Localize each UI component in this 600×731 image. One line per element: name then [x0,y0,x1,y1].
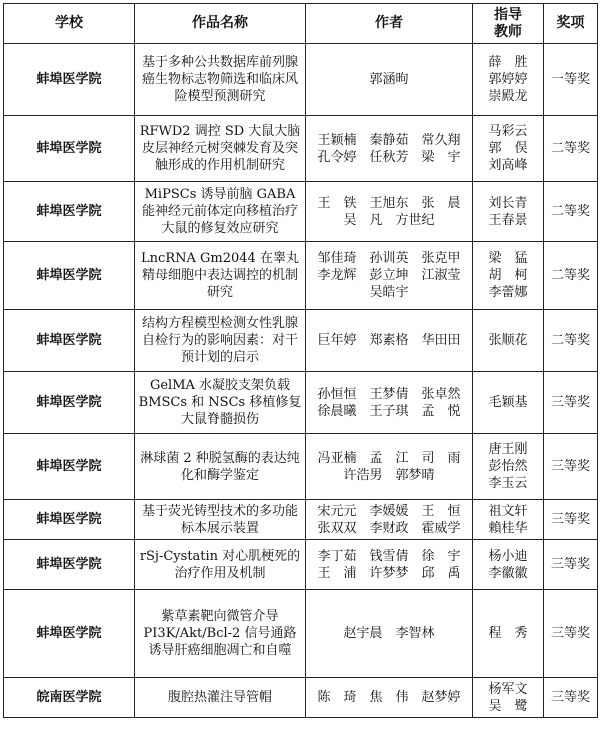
school-cell: 蚌埠医学院 [4,540,135,590]
advisors-cell: 杨小迪 李徽徽 [473,540,544,590]
table-row [4,242,598,310]
advisors-cell: 祖文轩 賴桂华 [473,500,544,540]
title-cell: 紫草素靶向微管介导PI3K/Akt/Bcl-2 信号通路诱导肝癌细胞凋亡和自噬 [135,590,306,678]
advisors-cell: 程 秀 [473,590,544,678]
school-cell: 蚌埠医学院 [4,434,135,500]
authors-cell: 郭涵昫 [306,44,473,116]
authors-cell: 巨年婷 郑素格 华田田 [306,310,473,372]
authors-cell: 李丁茹 钱雪倩 徐 宇 王 浦 许梦梦 邱 禹 [306,540,473,590]
header-row [4,4,598,44]
advisors-cell: 梁 猛 胡 柯 李蕾娜 [473,242,544,310]
school-cell: 蚌埠医学院 [4,500,135,540]
table-row [4,500,598,540]
award-cell: 三等奖 [544,372,598,434]
table-row [4,590,598,678]
school-cell: 蚌埠医学院 [4,372,135,434]
school-cell: 蚌埠医学院 [4,44,135,116]
authors-cell: 陈 琦 焦 伟 赵梦婷 [306,678,473,718]
header-school: 学校 [4,4,135,44]
table-row [4,540,598,590]
title-cell: GelMA 水凝胶支架负载 BMSCs 和 NSCs 移植修复大鼠脊髓损伤 [135,372,306,434]
advisors-cell: 唐王刚 彭怡然 李玉云 [473,434,544,500]
authors-cell: 孙恒恒 王梦倩 张卓然 徐晨曦 王子琪 孟 悦 [306,372,473,434]
table-row [4,372,598,434]
award-cell: 三等奖 [544,540,598,590]
table-row [4,182,598,242]
authors-cell: 冯亚楠 孟 江 司 雨 许浩男 郭梦晴 [306,434,473,500]
title-cell: MiPSCs 诱导前脑 GABA 能神经元前体定向移植治疗大鼠的修复效应研究 [135,182,306,242]
school-cell: 蚌埠医学院 [4,116,135,182]
title-cell: 腹腔热灌注导管帽 [135,678,306,718]
title-cell: 基于荧光铸型技术的多功能标本展示装置 [135,500,306,540]
award-cell: 三等奖 [544,500,598,540]
advisors-cell: 张顺花 [473,310,544,372]
advisors-cell: 薛 胜 郭婷婷 崇殿龙 [473,44,544,116]
award-cell: 二等奖 [544,242,598,310]
title-cell: rSj-Cystatin 对心肌梗死的治疗作用及机制 [135,540,306,590]
school-cell: 蚌埠医学院 [4,242,135,310]
school-cell: 蚌埠医学院 [4,182,135,242]
table-row [4,116,598,182]
award-cell: 二等奖 [544,116,598,182]
table-row [4,310,598,372]
award-cell: 三等奖 [544,590,598,678]
award-cell: 三等奖 [544,678,598,718]
advisors-cell: 毛颖基 [473,372,544,434]
award-cell: 二等奖 [544,310,598,372]
table-row [4,44,598,116]
award-cell: 二等奖 [544,182,598,242]
school-cell: 蚌埠医学院 [4,310,135,372]
header-title: 作品名称 [135,4,306,44]
table-row [4,678,598,718]
title-cell: RFWD2 调控 SD 大鼠大脑皮层神经元树突棘发育及突触形成的作用机制研究 [135,116,306,182]
award-cell: 三等奖 [544,434,598,500]
header-advisors: 指导 教师 [473,4,544,44]
header-award: 奖项 [544,4,598,44]
table-row [4,434,598,500]
advisors-cell: 刘长青 王春景 [473,182,544,242]
authors-cell: 赵宇晨 李智林 [306,590,473,678]
authors-cell: 王 铁 王旭东 张 晨 吴 凡 方世纪 [306,182,473,242]
awards-table [3,3,598,718]
title-cell: 结构方程模型检测女性乳腺自检行为的影响因素：对干预计划的启示 [135,310,306,372]
school-cell: 蚌埠医学院 [4,590,135,678]
award-cell: 一等奖 [544,44,598,116]
title-cell: LncRNA Gm2044 在睾丸精母细胞中表达调控的机制研究 [135,242,306,310]
header-authors: 作者 [306,4,473,44]
advisors-cell: 马彩云 郭 俣 刘高峰 [473,116,544,182]
title-cell: 淋球菌 2 种脱氢酶的表达纯化和酶学鉴定 [135,434,306,500]
authors-cell: 宋元元 李媛媛 王 恒 张双双 李财政 霍威学 [306,500,473,540]
advisors-cell: 杨军文 吴 鹭 [473,678,544,718]
authors-cell: 王颖楠 秦静茹 常久翔 孔令婷 任秋芳 梁 宇 [306,116,473,182]
title-cell: 基于多种公共数据库前列腺癌生物标志物筛选和临床风险模型预测研究 [135,44,306,116]
authors-cell: 邹佳琦 孙训英 张克甲 李龙辉 彭立坤 江淑莹 吴皓宇 [306,242,473,310]
school-cell: 皖南医学院 [4,678,135,718]
